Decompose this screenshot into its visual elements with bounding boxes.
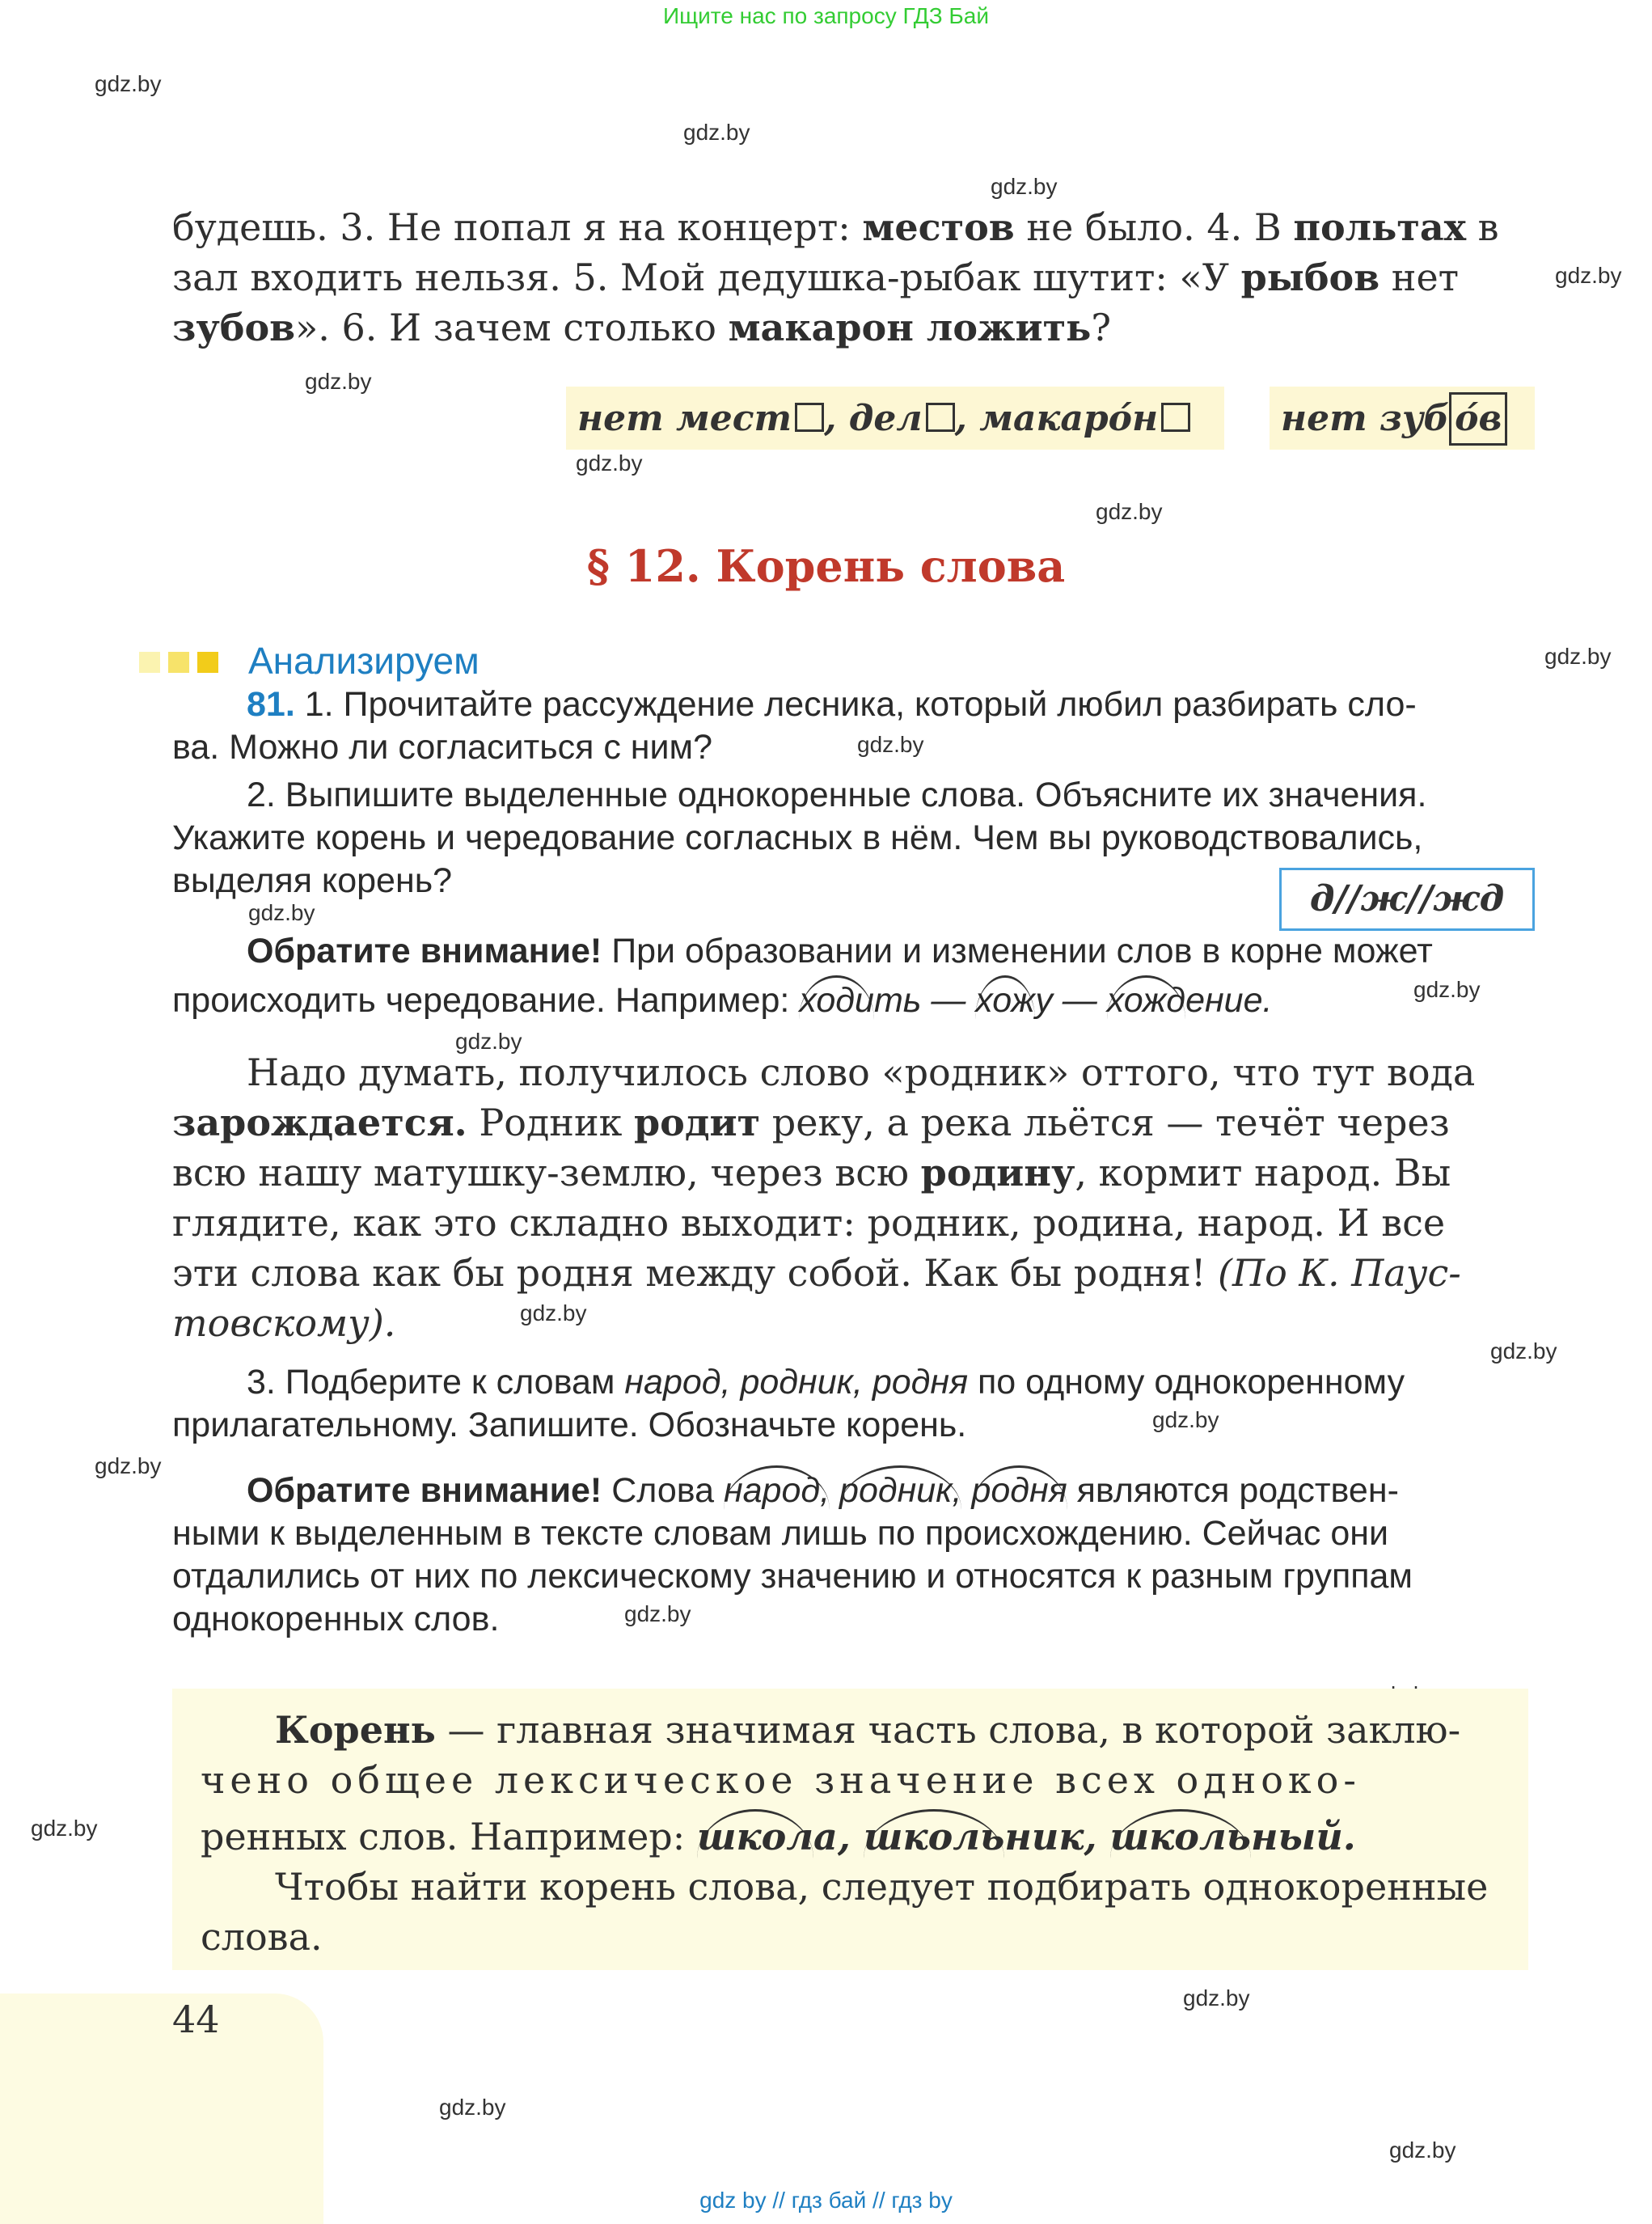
task-3: 3. Подберите к словам народ, родник, родня по одному однокоренному прилагательному. Запишите. Обозначьте корень.	[172, 1363, 1405, 1444]
watermark: gdz.by	[305, 369, 372, 394]
note-alternation: Обратите внимание! При образовании и изменении слов в корне может происходить чередование. Например: ходить — хожу — хождение.	[172, 932, 1433, 1020]
footer-links[interactable]: gdz by // гдз бай // гдз by	[699, 2188, 953, 2213]
watermark: gdz.by	[1490, 1338, 1557, 1364]
watermark: gdz.by	[1413, 977, 1481, 1002]
watermark: gdz.by	[576, 450, 643, 476]
watermark: gdz.by	[95, 1453, 162, 1478]
watermark: gdz.by	[1183, 1985, 1250, 2010]
watermark: gdz.by	[1544, 644, 1612, 669]
passage: Надо думать, получилось слово «родник» оттого, что тут вода зарождается. Родник родит реку, а река льётся — течёт через всю нашу матушку-землю, через всю родину, кормит народ. Вы глядите, как это складно выходит: родник, родина, народ. И все эти слова как бы родня между собой. Как бы родня! (По К. Паус- товскому).	[172, 1051, 1476, 1345]
top-banner[interactable]: Ищите нас по запросу ГДЗ Бай	[662, 3, 990, 28]
watermark: gdz.by	[1096, 499, 1163, 524]
watermark: gdz.by	[1555, 263, 1622, 288]
watermark: gdz.by	[455, 1029, 522, 1054]
hint-box-zubov: нет зуб о́в	[1270, 387, 1535, 450]
exercise-tasks: 81. 1. Прочитайте рассуждение лесника, который любил разбирать сло- ва. Можно ли согласиться с ним? 2. Выпишите выделенные однокоренные слова. Объясните их значения. Укажите корень и чередование согласных в нём. Чем вы руководствовались, выделяя корень?	[172, 685, 1427, 900]
watermark: gdz.by	[95, 71, 162, 96]
rule-text: Корень — главная значимая часть слова, в которой заклю- чено общее лексическое значение всех одноко- ренных слов. Например: школа, школьник, школьный. Чтобы найти корень слова, следует подбирать однокоренные слова.	[201, 1708, 1489, 1959]
watermark: gdz.by	[683, 120, 750, 145]
watermark: gdz.by	[857, 732, 924, 757]
watermark: gdz.by	[248, 900, 315, 925]
section-marker	[139, 652, 226, 676]
watermark: gdz.by	[1152, 1407, 1219, 1432]
watermark: gdz.by	[1389, 2137, 1456, 2163]
watermark: gdz.by	[439, 2095, 506, 2120]
page-number: 44	[172, 1998, 220, 2041]
watermark: gdz.by	[991, 174, 1058, 199]
hint-box-plural: нет мест , дел , макаро́н	[566, 387, 1224, 450]
watermark: gdz.by	[31, 1816, 98, 1841]
section-title: § 12. Корень слова	[586, 540, 1066, 592]
note-origin: Обратите внимание! Слова народ, родник, родня являются родствен- ными к выделенным в тексте словам лишь по происхождению. Сейчас они отдалились от них по лексическому значению и относятся к разным группам однокоренных слов.	[172, 1469, 1531, 1641]
continuation-text: будешь. 3. Не попал я на концерт: местов не было. 4. В польтах в зал входить нельзя. 5. Мой дедушка-рыбак шутит: «У рыбов нет зубов». 6. И зачем столько макарон ложить?	[172, 205, 1499, 349]
subsection-heading: Анализируем	[248, 640, 480, 682]
watermark: gdz.by	[624, 1601, 691, 1626]
watermark: gdz.by	[520, 1300, 587, 1326]
alternation-box: д//ж//жд	[1279, 868, 1535, 931]
